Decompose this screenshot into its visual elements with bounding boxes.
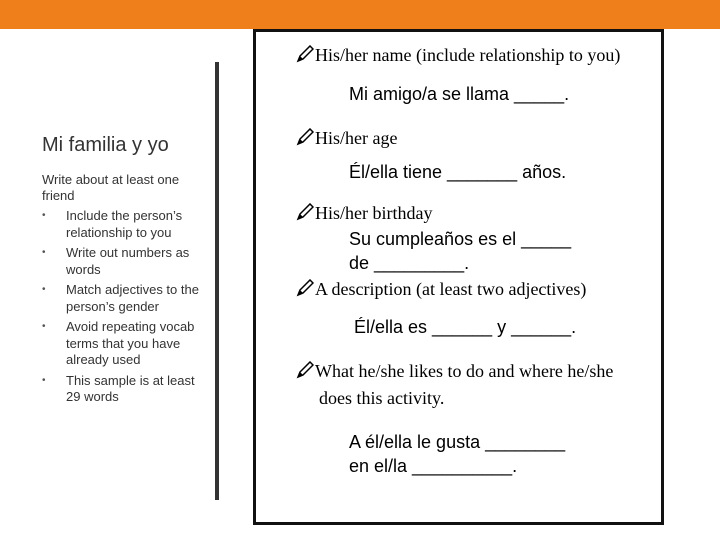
- orange-header-bar: [0, 0, 720, 29]
- bullet-icon: •: [42, 321, 46, 332]
- bullet-icon: •: [42, 284, 46, 295]
- prompt-text: His/her age: [315, 128, 398, 148]
- sentence-likes-1: A él/ella le gusta ________: [349, 432, 566, 452]
- bullet-icon: •: [42, 247, 46, 258]
- pencil-icon: [296, 279, 314, 297]
- sentence-age: Él/ella tiene _______ años.: [349, 162, 567, 182]
- sentence-likes-2: en el/la __________.: [349, 456, 518, 476]
- slide-title: Mi familia y yo: [42, 134, 169, 156]
- instructions-intro: Write about at least one friend: [42, 172, 180, 203]
- instruction-item: [42, 282, 212, 315]
- instruction-item: [42, 208, 212, 241]
- bullet-icon: •: [42, 374, 46, 386]
- pencil-icon: [296, 128, 314, 146]
- sentence-birthday-1: Su cumpleaños es el _____: [349, 229, 572, 249]
- instruction-text: Match adjectives to the person’s gender: [66, 282, 199, 314]
- sentence-name: Mi amigo/a se llama _____.: [349, 84, 570, 104]
- prompt-text: His/her name (include relationship to you): [315, 45, 621, 65]
- prompt-likes-2: does this activity.: [319, 388, 445, 408]
- instruction-text: Avoid repeating vocab terms that you have already used: [66, 319, 195, 367]
- prompt-text: His/her birthday: [315, 203, 433, 223]
- prompt-birthday: [296, 203, 432, 224]
- instructions-list: [42, 208, 212, 410]
- vertical-divider: [215, 62, 219, 500]
- prompt-likes: [296, 361, 613, 382]
- bullet-icon: •: [42, 210, 46, 221]
- prompt-description: [296, 279, 586, 300]
- prompt-text: What he/she likes to do and where he/she: [315, 361, 614, 381]
- prompt-text: A description (at least two adjectives): [315, 279, 587, 299]
- pencil-icon: [296, 203, 314, 221]
- sentence-description: Él/ella es ______ y ______.: [354, 317, 577, 337]
- instruction-item: [42, 245, 212, 278]
- prompt-age: [296, 128, 397, 149]
- sentence-birthday-2: de _________.: [349, 253, 470, 273]
- instruction-text: This sample is at least 29 words: [66, 372, 195, 404]
- pencil-icon: [296, 361, 314, 379]
- instruction-item: [42, 373, 212, 406]
- pencil-icon: [296, 45, 314, 63]
- instruction-text: Write out numbers as words: [66, 245, 190, 277]
- instruction-text: Include the person’s relationship to you: [66, 208, 183, 240]
- prompt-name: [296, 45, 620, 66]
- instruction-item: [42, 319, 212, 369]
